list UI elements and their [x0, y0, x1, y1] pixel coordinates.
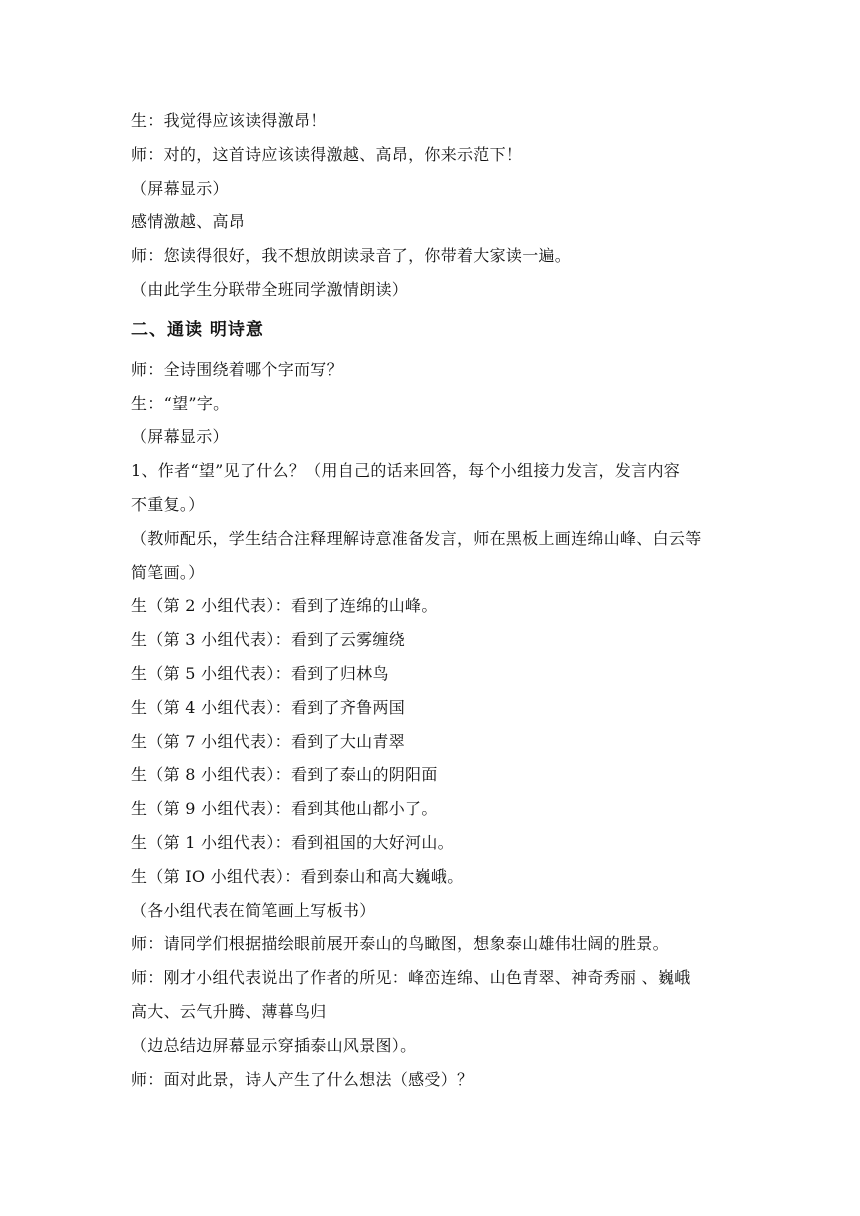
- text-line: 生（第 3 小组代表）：看到了云雾缠绕: [131, 630, 406, 650]
- text-line: （各小组代表在简笔画上写板书）: [131, 900, 376, 920]
- text-line: 师：您读得很好，我不想放朗读录音了，你带着大家读一遍。: [131, 246, 572, 266]
- text-line: 生：“望”字。: [131, 393, 230, 413]
- section-heading: 二、通读 明诗意: [131, 319, 264, 340]
- text-line: （教师配乐，学生结合注释理解诗意准备发言，师在黑板上画连绵山峰、白云等: [131, 528, 702, 548]
- text-line: 生（第 7 小组代表）：看到了大山青翠: [131, 731, 406, 751]
- text-line: 1、作者“望”见了什么？（用自己的话来回答，每个小组接力发言，发言内容: [131, 461, 681, 481]
- text-line: 师：请同学们根据描绘眼前展开泰山的鸟瞰图，想象泰山雄伟壮阔的胜景。: [131, 934, 669, 954]
- text-line: 不重复。）: [131, 494, 205, 514]
- text-line: 生（第 8 小组代表）：看到了泰山的阴阳面: [131, 765, 438, 785]
- text-line: 生（第 5 小组代表）：看到了归林鸟: [131, 663, 389, 683]
- text-line: 生（第 IO 小组代表）：看到泰山和高大巍峨。: [131, 866, 464, 886]
- text-line: 师：刚才小组代表说出了作者的所见：峰峦连绵、山色青翠、神奇秀丽 、巍峨: [131, 968, 691, 988]
- text-line: （屏幕显示）: [131, 427, 229, 447]
- text-line: 生（第 4 小组代表）：看到了齐鲁两国: [131, 697, 406, 717]
- text-line: 生（第 9 小组代表）：看到其他山都小了。: [131, 799, 438, 819]
- text-line: 高大、云气升腾、薄暮鸟归: [131, 1001, 327, 1021]
- text-line: （屏幕显示）: [131, 178, 229, 198]
- text-line: 师：对的，这首诗应该读得激越、高昂，你来示范下！: [131, 144, 523, 164]
- text-line: 师：面对此景，诗人产生了什么想法（感受）？: [131, 1069, 474, 1089]
- text-line: 生（第 1 小组代表）：看到祖国的大好河山。: [131, 832, 454, 852]
- text-line: （边总结边屏幕显示穿插泰山风景图）。: [131, 1035, 417, 1055]
- document-body: [131, 104, 731, 1096]
- text-line: 简笔画。）: [131, 562, 205, 582]
- text-line: 师：全诗围绕着哪个字而写？: [131, 359, 343, 379]
- text-line: 感情激越、高昂: [131, 212, 246, 232]
- text-line: （由此学生分联带全班同学激情朗读）: [131, 279, 409, 299]
- text-line: 生（第 2 小组代表）：看到了连绵的山峰。: [131, 596, 438, 616]
- text-line: 生：我觉得应该读得激昂！: [131, 111, 327, 130]
